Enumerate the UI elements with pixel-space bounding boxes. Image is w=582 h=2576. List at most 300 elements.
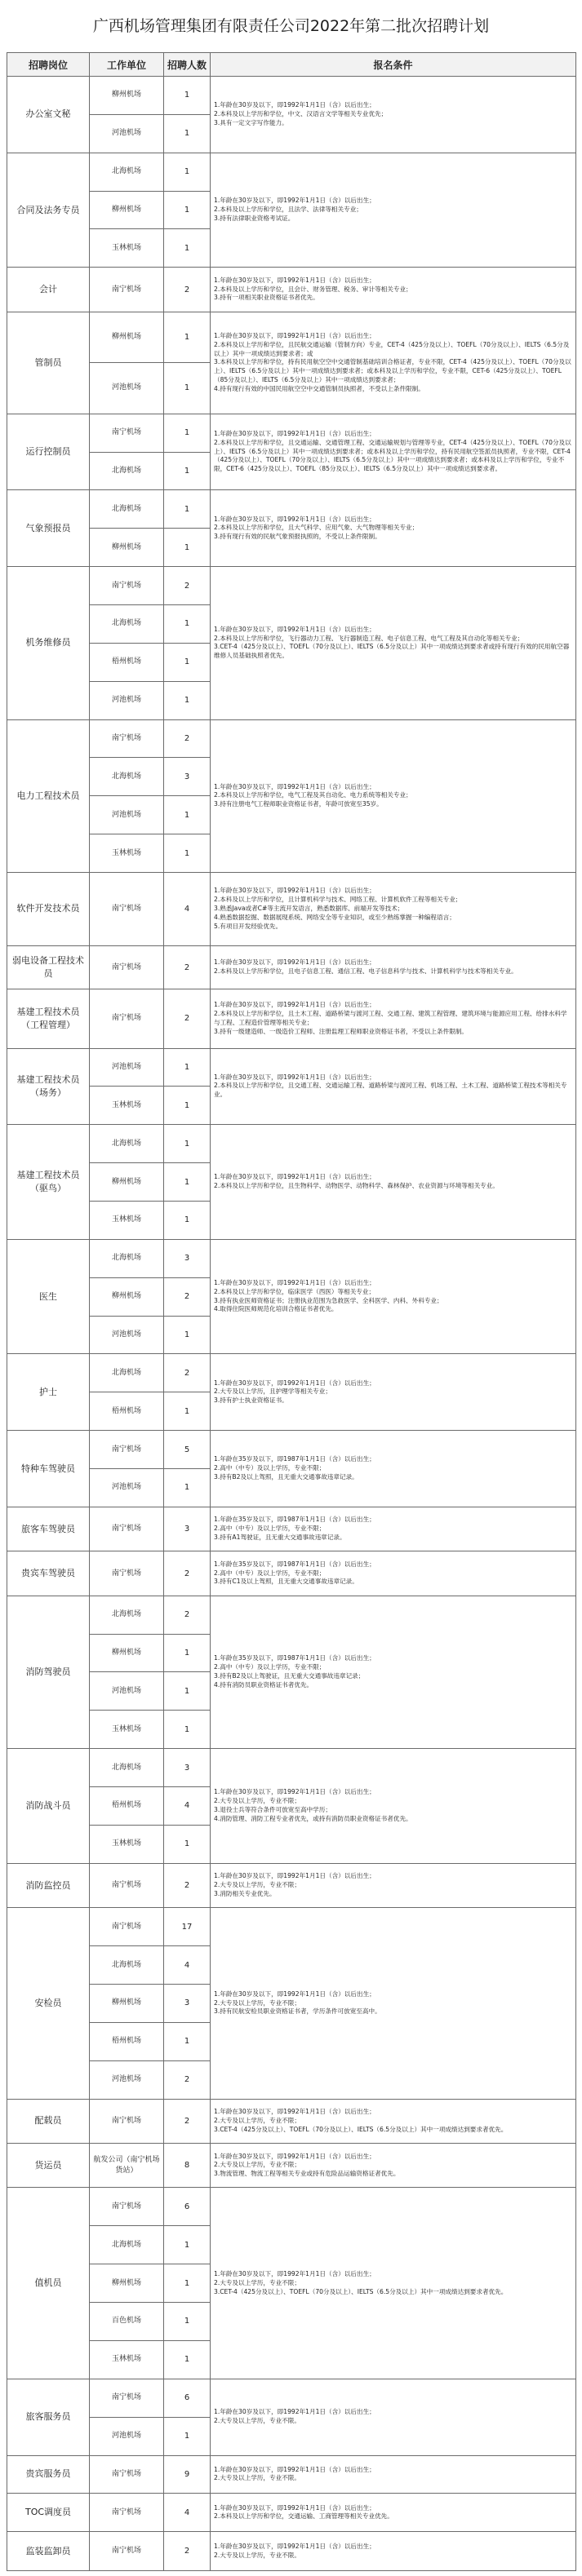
hire-count: 2 xyxy=(164,1596,211,1634)
requirement-line: 3.熟悉Java或者C#等主流开发语言，熟悉数据库、前端开发等技术； xyxy=(214,904,404,912)
work-unit: 北海机场 xyxy=(90,2226,164,2264)
hire-count: 1 xyxy=(164,1125,211,1163)
table-row xyxy=(7,268,576,312)
hire-count: 4 xyxy=(164,1787,211,1826)
work-unit: 南宁机场 xyxy=(90,2379,164,2417)
hire-count: 2 xyxy=(164,1354,211,1392)
requirement-line: 2.高中（中专）及以上学历，专业不限； xyxy=(214,1464,326,1472)
work-unit: 玉林机场 xyxy=(90,229,164,268)
table-row xyxy=(7,2099,576,2143)
work-unit: 玉林机场 xyxy=(90,1201,164,1239)
work-unit: 玉林机场 xyxy=(90,1711,164,1749)
requirement-line: 1.年龄在30岁及以下，即1992年1月1日（含）以后出生； xyxy=(214,1173,375,1181)
table-row xyxy=(7,1239,576,1277)
hire-count: 1 xyxy=(164,2264,211,2303)
requirement-line: 2.本科及以上学历和学位，且法学、法律等相关专业； xyxy=(214,206,362,214)
requirement-line: 2.本科及以上学历和学位，且大气科学、应用气象、大气物理等相关专业； xyxy=(214,524,419,532)
table-row xyxy=(7,2494,576,2532)
requirements-cell xyxy=(211,2144,576,2188)
hire-count: 1 xyxy=(164,2226,211,2264)
work-unit: 梧州机场 xyxy=(90,2022,164,2060)
work-unit: 南宁机场 xyxy=(90,567,164,605)
hire-count: 4 xyxy=(164,2494,211,2532)
requirement-line: 3.持有民航安检员职业资格证书者，学历条件可放宽至高中。 xyxy=(214,2007,381,2016)
hire-count: 1 xyxy=(164,1201,211,1239)
hire-count: 1 xyxy=(164,77,211,115)
hire-count: 2 xyxy=(164,2532,211,2571)
position-name: 办公室文秘 xyxy=(7,77,90,153)
hire-count: 1 xyxy=(164,1468,211,1507)
requirement-line: 2.大专及以上学历，专业不限； xyxy=(214,1881,300,1889)
hire-count: 1 xyxy=(164,1087,211,1125)
work-unit: 柳州机场 xyxy=(90,2264,164,2303)
table-row xyxy=(7,490,576,529)
work-unit: 梧州机场 xyxy=(90,1787,164,1826)
work-unit: 南宁机场 xyxy=(90,2494,164,2532)
requirement-line: 3.持有一项相关职业资格证书者优先。 xyxy=(214,294,319,302)
requirements-cell xyxy=(211,2188,576,2379)
hire-count: 1 xyxy=(164,643,211,681)
header-position: 招聘岗位 xyxy=(7,53,90,77)
work-unit: 南宁机场 xyxy=(90,945,164,989)
hire-count: 1 xyxy=(164,1316,211,1354)
table-row xyxy=(7,945,576,989)
hire-count: 1 xyxy=(164,1825,211,1863)
work-unit: 南宁机场 xyxy=(90,2532,164,2571)
work-unit: 河池机场 xyxy=(90,1468,164,1507)
position-name: 电力工程技术员 xyxy=(7,719,90,872)
requirement-line: 2.本科及以上学历和学位，且土木工程、道路桥梁与渡河工程、交通工程、建筑工程管理、建筑环境与能源应用工程、给排水科学与工程、工程造价管理等相关专业； xyxy=(214,1010,567,1026)
requirement-line: 2.大专及以上学历，专业不限。 xyxy=(214,2417,300,2425)
table-row xyxy=(7,1125,576,1163)
requirement-line: 1.年龄在30岁及以下，即1992年1月1日（含）以后出生； xyxy=(214,2503,375,2512)
work-unit: 南宁机场 xyxy=(90,268,164,312)
table-row xyxy=(7,2188,576,2226)
hire-count: 2 xyxy=(164,1277,211,1316)
page-title: 广西机场管理集团有限责任公司2022年第二批次招聘计划 xyxy=(92,17,490,35)
requirement-line: 1.年龄在30岁及以下，即1992年1月1日（含）以后出生； xyxy=(214,430,375,438)
requirements-cell xyxy=(211,873,576,946)
position-name: 合同及法务专员 xyxy=(7,153,90,268)
requirement-line: 4.取得住院医师规范化培训合格证书者优先。 xyxy=(214,1305,338,1313)
requirement-line: 1.年龄在30岁及以下，即1992年1月1日（含）以后出生； xyxy=(214,276,375,284)
requirements-cell xyxy=(211,989,576,1048)
work-unit: 玉林机场 xyxy=(90,1825,164,1863)
table-row xyxy=(7,312,576,362)
work-unit: 柳州机场 xyxy=(90,1634,164,1672)
requirement-line: 2.本科及以上学历和学位，且计算机科学与技术、网络工程、计算机软件工程等相关专业； xyxy=(214,896,462,904)
requirement-line: 1.年龄在30岁及以下，即1992年1月1日（含）以后出生； xyxy=(214,958,375,967)
table-row xyxy=(7,873,576,946)
requirements-cell xyxy=(211,414,576,490)
hire-count: 5 xyxy=(164,1431,211,1469)
requirement-line: 2.本科及以上学历和学位，且交通运输、交通管理工程、交通运输规划与管理等专业，CET-4（425分及以上）、TOEFL（70分及以上）、IELTS（6.5分及以上）其中一项成绩达到要求者；或本科及以上学历和学位，持有民用航空签派员执照者，专业不限，CET-4（425分及以上）、TOEFL（70分及以上）、IELTS（6.5分及以上）其中一项成绩达到要求者；或本科及以上学历和学位，专业不限，CET-6（425分及以上）、TOEFL（85分及以上）、IELTS（6.5分及以上）其中一项成绩达到要求者。 xyxy=(214,438,571,473)
requirement-line: 3.物流管理、物流工程等相关专业或持有危险品运输资格证者优先。 xyxy=(214,2170,400,2178)
work-unit: 玉林机场 xyxy=(90,834,164,873)
work-unit: 河池机场 xyxy=(90,114,164,153)
requirements-cell xyxy=(211,2494,576,2532)
work-unit: 柳州机场 xyxy=(90,1984,164,2022)
requirement-line: 1.年龄在30岁及以下，即1992年1月1日（含）以后出生； xyxy=(214,197,375,205)
table-row xyxy=(7,2144,576,2188)
work-unit: 北海机场 xyxy=(90,1749,164,1787)
hire-count: 9 xyxy=(164,2455,211,2494)
work-unit: 河池机场 xyxy=(90,363,164,414)
hire-count: 1 xyxy=(164,1392,211,1431)
requirement-line: 1.年龄在30岁及以下，即1992年1月1日（含）以后出生； xyxy=(214,2152,375,2160)
requirements-cell xyxy=(211,1863,576,1907)
requirements-cell xyxy=(211,1354,576,1431)
requirement-line: 2.本科及以上学历和学位，飞行器动力工程、飞行器制造工程、电子信息工程、电气工程及其自动化等相关专业； xyxy=(214,634,524,642)
requirement-line: 2.大专及以上学历，专业不限； xyxy=(214,2161,300,2169)
position-name: 管制员 xyxy=(7,312,90,414)
requirements-cell xyxy=(211,312,576,414)
work-unit: 柳州机场 xyxy=(90,312,164,362)
position-name: 机务维修员 xyxy=(7,567,90,719)
position-name: 贵宾服务员 xyxy=(7,2455,90,2494)
position-name: 消防战斗员 xyxy=(7,1749,90,1864)
requirements-cell xyxy=(211,567,576,719)
requirements-cell xyxy=(211,1239,576,1354)
requirements-cell xyxy=(211,77,576,153)
position-name: 消防监控员 xyxy=(7,1863,90,1907)
work-unit: 百色机场 xyxy=(90,2303,164,2341)
work-unit: 北海机场 xyxy=(90,1946,164,1985)
requirement-line: 1.年龄在30岁及以下，即1992年1月1日（含）以后出生； xyxy=(214,1073,375,1081)
requirement-line: 3.持有法律职业资格考试证。 xyxy=(214,214,295,222)
hire-count: 17 xyxy=(164,1908,211,1946)
hire-count: 1 xyxy=(164,490,211,529)
requirement-line: 1.年龄在30岁及以下，即1992年1月1日（含）以后出生； xyxy=(214,2408,375,2416)
requirement-line: 3.持有执业医师资格证书；注册执业范围为急救医学、全科医学、内科、外科专业； xyxy=(214,1296,443,1304)
requirement-line: 2.本科及以上学历和学位，且电子信息工程、通信工程、电子信息科学与技术、计算机科学与技术等相关专业。 xyxy=(214,967,518,976)
requirement-line: 1.年龄在35岁及以下，即1987年1月1日（含）以后出生； xyxy=(214,1516,375,1524)
hire-count: 8 xyxy=(164,2144,211,2188)
position-name: 特种车驾驶员 xyxy=(7,1431,90,1507)
requirement-line: 2.大专及以上学历，专业不限。 xyxy=(214,2474,300,2482)
requirement-line: 2.大专及以上学历，专业不限； xyxy=(214,2278,300,2286)
work-unit: 梧州机场 xyxy=(90,1392,164,1431)
requirement-line: 5.有项目开发经验优先。 xyxy=(214,922,282,930)
work-unit: 玉林机场 xyxy=(90,2340,164,2379)
table-row xyxy=(7,1431,576,1469)
requirement-line: 4.熟悉数据挖掘、数据展现系统、网络安全等专业知识，或至少熟练掌握一种编程语言； xyxy=(214,913,455,921)
requirement-line: 1.年龄在30岁及以下，即1992年1月1日（含）以后出生； xyxy=(214,1279,375,1287)
requirements-cell xyxy=(211,1596,576,1748)
work-unit: 南宁机场 xyxy=(90,873,164,946)
requirement-line: 1.年龄在30岁及以下，即1992年1月1日（含）以后出生； xyxy=(214,887,375,895)
position-name: 消防驾驶员 xyxy=(7,1596,90,1748)
work-unit: 河池机场 xyxy=(90,1048,164,1087)
hire-count: 3 xyxy=(164,1239,211,1277)
hire-count: 1 xyxy=(164,452,211,490)
work-unit: 柳州机场 xyxy=(90,191,164,229)
header-unit: 工作单位 xyxy=(90,53,164,77)
hire-count: 1 xyxy=(164,2022,211,2060)
requirement-line: 3.持有一级建造师、一级造价工程师、注册监理工程师职业资格证书者，不受以上条件限制。 xyxy=(214,1027,468,1035)
requirements-cell xyxy=(211,1507,576,1551)
work-unit: 南宁机场 xyxy=(90,2455,164,2494)
table-row xyxy=(7,1596,576,1634)
hire-count: 3 xyxy=(164,1507,211,1551)
requirement-line: 2.本科及以上学历和学位，且民航交通运输（管制方向）专业，CET-4（425分及以上）、TOEFL（70分及以上）、IELTS（6.5分及以上）其中一项成绩达到要求者；或 xyxy=(214,340,570,357)
work-unit: 北海机场 xyxy=(90,490,164,529)
table-row xyxy=(7,1551,576,1596)
requirement-line: 3.持有B2及以上驾驶证，且无重大交通事故违章记录； xyxy=(214,1671,365,1680)
position-name: 运行控制员 xyxy=(7,414,90,490)
hire-count: 1 xyxy=(164,1634,211,1672)
requirement-line: 3.持有现行有效的民航气象预报执照的，不受以上条件限制。 xyxy=(214,533,381,541)
table-row xyxy=(7,2532,576,2571)
requirement-line: 3.退役士兵等符合条件可放宽至高中学历； xyxy=(214,1805,331,1813)
hire-count: 1 xyxy=(164,153,211,191)
work-unit: 北海机场 xyxy=(90,758,164,796)
work-unit: 河池机场 xyxy=(90,2060,164,2099)
hire-count: 1 xyxy=(164,1048,211,1087)
position-name: 弱电设备工程技术员 xyxy=(7,945,90,989)
requirement-line: 2.大专及以上学历，且护理学等相关专业； xyxy=(214,1388,331,1396)
work-unit: 柳州机场 xyxy=(90,1163,164,1202)
requirement-line: 1.年龄在30岁及以下，即1992年1月1日（含）以后出生； xyxy=(214,1788,375,1796)
work-unit: 南宁机场 xyxy=(90,1431,164,1469)
position-name: 气象预报员 xyxy=(7,490,90,567)
work-unit: 北海机场 xyxy=(90,1354,164,1392)
work-unit: 航发公司（南宁机场货站） xyxy=(90,2144,164,2188)
work-unit: 北海机场 xyxy=(90,1125,164,1163)
requirements-cell xyxy=(211,2379,576,2455)
requirements-cell xyxy=(211,945,576,989)
table-header-row xyxy=(7,53,576,77)
requirement-line: 2.本科及以上学历和学位，临床医学（西医）等相关专业； xyxy=(214,1287,375,1295)
requirement-line: 1.年龄在30岁及以下，即1992年1月1日（含）以后出生； xyxy=(214,782,375,790)
hire-count: 3 xyxy=(164,1984,211,2022)
work-unit: 南宁机场 xyxy=(90,719,164,758)
requirement-line: 4.消防管理、消防工程专业者优先，或持有消防员职业资格证书者优先。 xyxy=(214,1814,412,1822)
position-name: TOC调度员 xyxy=(7,2494,90,2532)
hire-count: 2 xyxy=(164,1863,211,1907)
position-name: 贵宾车驾驶员 xyxy=(7,1551,90,1596)
position-name: 会计 xyxy=(7,268,90,312)
work-unit: 柳州机场 xyxy=(90,1277,164,1316)
requirement-line: 1.年龄在35岁及以下，即1987年1月1日（含）以后出生； xyxy=(214,1654,375,1662)
requirement-line: 4.持有现行有效的中国民用航空空中交通管制员执照者，不受以上条件限制。 xyxy=(214,384,424,392)
requirements-cell xyxy=(211,2455,576,2494)
table-row xyxy=(7,2455,576,2494)
position-name: 医生 xyxy=(7,1239,90,1354)
work-unit: 南宁机场 xyxy=(90,989,164,1048)
requirement-line: 2.本科及以上学历和学位，且生物科学、动物医学、动物科学、森林保护、农业资源与环境等相关专业。 xyxy=(214,1182,499,1190)
requirements-cell xyxy=(211,1551,576,1596)
table-body xyxy=(7,77,576,2571)
hire-count: 1 xyxy=(164,363,211,414)
hire-count: 2 xyxy=(164,719,211,758)
requirement-line: 2.本科及以上学历和学位，交通运输、工商管理等相关专业优先。 xyxy=(214,2512,393,2521)
requirement-line: 1.年龄在30岁及以下，即1992年1月1日（含）以后出生； xyxy=(214,2542,375,2550)
requirement-line: 3.持有护士执业资格证书。 xyxy=(214,1396,288,1405)
work-unit: 北海机场 xyxy=(90,452,164,490)
requirement-line: 2.高中（中专）及以上学历，专业不限； xyxy=(214,1569,326,1577)
work-unit: 北海机场 xyxy=(90,605,164,644)
requirement-line: 1.年龄在35岁及以下，即1987年1月1日（含）以后出生； xyxy=(214,1560,375,1568)
table-row xyxy=(7,153,576,191)
header-count: 招聘人数 xyxy=(164,53,211,77)
work-unit: 南宁机场 xyxy=(90,1863,164,1907)
hire-count: 2 xyxy=(164,1551,211,1596)
hire-count: 1 xyxy=(164,114,211,153)
work-unit: 梧州机场 xyxy=(90,643,164,681)
requirement-line: 2.本科及以上学历和学位，中文、汉语言文学等相关专业优先； xyxy=(214,109,388,117)
hire-count: 1 xyxy=(164,2303,211,2341)
table-row xyxy=(7,1507,576,1551)
work-unit: 河池机场 xyxy=(90,1672,164,1711)
work-unit: 南宁机场 xyxy=(90,2099,164,2143)
requirements-cell xyxy=(211,1125,576,1240)
requirements-cell xyxy=(211,1048,576,1125)
hire-count: 1 xyxy=(164,796,211,834)
requirement-line: 2.大专及以上学历，专业不限； xyxy=(214,1998,300,2007)
hire-count: 6 xyxy=(164,2188,211,2226)
hire-count: 1 xyxy=(164,834,211,873)
work-unit: 南宁机场 xyxy=(90,1551,164,1596)
requirements-cell xyxy=(211,2532,576,2571)
requirements-cell xyxy=(211,153,576,268)
hire-count: 2 xyxy=(164,2060,211,2099)
hire-count: 2 xyxy=(164,989,211,1048)
requirement-line: 1.年龄在30岁及以下，即1992年1月1日（含）以后出生； xyxy=(214,1001,375,1009)
work-unit: 南宁机场 xyxy=(90,2188,164,2226)
requirement-line: 1.年龄在30岁及以下，即1992年1月1日（含）以后出生； xyxy=(214,101,375,109)
requirements-cell xyxy=(211,1431,576,1507)
hire-count: 2 xyxy=(164,268,211,312)
requirement-line: 1.年龄在30岁及以下，即1992年1月1日（含）以后出生； xyxy=(214,2108,375,2116)
requirement-line: 3.具有一定文字写作能力。 xyxy=(214,118,288,126)
requirement-line: 2.本科及以上学历和学位，且会计、财务管理、税务、审计等相关专业； xyxy=(214,285,412,293)
work-unit: 河池机场 xyxy=(90,1316,164,1354)
table-row xyxy=(7,1863,576,1907)
hire-count: 2 xyxy=(164,567,211,605)
requirement-line: 3.消防相关专业优先。 xyxy=(214,1889,276,1897)
hire-count: 1 xyxy=(164,414,211,452)
hire-count: 1 xyxy=(164,1672,211,1711)
requirements-cell xyxy=(211,1749,576,1864)
position-name: 基建工程技术员（驱鸟） xyxy=(7,1125,90,1240)
requirement-line: 2.大专及以上学历，专业不限； xyxy=(214,2116,300,2124)
requirements-cell xyxy=(211,2099,576,2143)
position-name: 货运员 xyxy=(7,2144,90,2188)
position-name: 软件开发技术员 xyxy=(7,873,90,946)
position-name: 监装监卸员 xyxy=(7,2532,90,2571)
requirement-line: 1.年龄在30岁及以下，即1992年1月1日（含）以后出生； xyxy=(214,2465,375,2473)
position-name: 配载员 xyxy=(7,2099,90,2143)
requirement-line: 1.年龄在30岁及以下，即1992年1月1日（含）以后出生； xyxy=(214,332,375,339)
table-row xyxy=(7,77,576,115)
table-row xyxy=(7,719,576,758)
work-unit: 柳州机场 xyxy=(90,77,164,115)
position-name: 基建工程技术员（场务） xyxy=(7,1048,90,1125)
hire-count: 6 xyxy=(164,2379,211,2417)
work-unit: 北海机场 xyxy=(90,1596,164,1634)
table-row xyxy=(7,2379,576,2417)
requirements-cell xyxy=(211,1908,576,2099)
position-name: 基建工程技术员（工程管理） xyxy=(7,989,90,1048)
requirements-cell xyxy=(211,268,576,312)
requirement-line: 2.本科及以上学历和学位，且交通工程、交通运输工程、道路桥梁与渡河工程、机场工程、土木工程、道路桥梁工程技术等相关专业。 xyxy=(214,1082,567,1099)
table-row xyxy=(7,1048,576,1087)
table-row xyxy=(7,1354,576,1392)
requirement-line: 3.CET-4（425分及以上）、TOEFL（70分及以上）、IELTS（6.5分及以上）其中一项成绩达到要求者优先。 xyxy=(214,2287,508,2295)
requirement-line: 1.年龄在30岁及以下，即1992年1月1日（含）以后出生； xyxy=(214,1379,375,1387)
requirement-line: 1.年龄在35岁及以下，即1987年1月1日（含）以后出生； xyxy=(214,1455,375,1463)
requirement-line: 3.CET-4（425分及以上）、TOEFL（70分及以上）、IELTS（6.5分及以上）其中一项成绩达到要求者优先。 xyxy=(214,2125,508,2133)
work-unit: 柳州机场 xyxy=(90,529,164,567)
requirement-line: 3.持有C1及以上驾照，且无重大交通事故违章记录。 xyxy=(214,1578,358,1586)
hire-count: 1 xyxy=(164,681,211,719)
requirement-line: 1.年龄在30岁及以下，即1992年1月1日（含）以后出生； xyxy=(214,2269,375,2277)
requirements-cell xyxy=(211,719,576,872)
hire-count: 1 xyxy=(164,1711,211,1749)
requirement-line: 2.大专及以上学历，专业不限； xyxy=(214,1797,300,1805)
hire-count: 2 xyxy=(164,2099,211,2143)
position-name: 值机员 xyxy=(7,2188,90,2379)
work-unit: 北海机场 xyxy=(90,153,164,191)
position-name: 旅客车驾驶员 xyxy=(7,1507,90,1551)
table-row xyxy=(7,989,576,1048)
requirement-line: 3.CET-4（425分及以上）、TOEFL（70分及以上）、IELTS（6.5分及以上）其中一项成绩达到要求者或持有现行有效的民用航空器维修人员基础执照者优先。 xyxy=(214,643,570,660)
hire-count: 1 xyxy=(164,529,211,567)
table-row xyxy=(7,1908,576,1946)
position-name: 旅客服务员 xyxy=(7,2379,90,2455)
requirement-line: 1.年龄在30岁及以下，即1992年1月1日（含）以后出生； xyxy=(214,1990,375,1998)
hire-count: 4 xyxy=(164,1946,211,1985)
work-unit: 南宁机场 xyxy=(90,414,164,452)
requirement-line: 1.年龄在30岁及以下，即1992年1月1日（含）以后出生； xyxy=(214,625,375,633)
recruitment-table xyxy=(7,52,576,2571)
table-row xyxy=(7,1749,576,1787)
requirement-line: 2.本科及以上学历和学位，电气工程及其自动化、电力系统等相关专业； xyxy=(214,791,412,799)
hire-count: 1 xyxy=(164,605,211,644)
hire-count: 1 xyxy=(164,229,211,268)
work-unit: 河池机场 xyxy=(90,796,164,834)
hire-count: 1 xyxy=(164,191,211,229)
work-unit: 河池机场 xyxy=(90,2417,164,2455)
requirement-line: 2.高中（中专）及以上学历，专业不限； xyxy=(214,1663,326,1671)
work-unit: 北海机场 xyxy=(90,1239,164,1277)
hire-count: 1 xyxy=(164,2417,211,2455)
requirement-line: 2.高中（中专）及以上学历，专业不限； xyxy=(214,1525,326,1533)
requirement-line: 1.年龄在30岁及以下，即1992年1月1日（含）以后出生； xyxy=(214,1872,375,1880)
requirements-cell xyxy=(211,490,576,567)
requirement-line: 3.持有注册电气工程师职业资格证书者，年龄可放宽至35岁。 xyxy=(214,800,383,808)
work-unit: 南宁机场 xyxy=(90,1908,164,1946)
hire-count: 4 xyxy=(164,873,211,946)
requirement-line: 2.大专及以上学历，专业不限。 xyxy=(214,2551,300,2559)
requirement-line: 4.持有消防员职业资格证书者优先。 xyxy=(214,1680,313,1689)
requirement-line: 3.持有B2及以上驾照，且无重大交通事故违章记录。 xyxy=(214,1472,358,1481)
table-row xyxy=(7,567,576,605)
position-name: 安检员 xyxy=(7,1908,90,2099)
position-name: 护士 xyxy=(7,1354,90,1431)
hire-count: 1 xyxy=(164,312,211,362)
requirement-line: 1.年龄在30岁及以下，即1992年1月1日（含）以后出生； xyxy=(214,515,375,523)
header-conditions: 报名条件 xyxy=(211,53,576,77)
work-unit: 玉林机场 xyxy=(90,1087,164,1125)
hire-count: 2 xyxy=(164,945,211,989)
table-row xyxy=(7,414,576,452)
work-unit: 河池机场 xyxy=(90,681,164,719)
hire-count: 1 xyxy=(164,1163,211,1202)
requirement-line: 3.持有A1驾驶证，且无重大交通事故违章记录。 xyxy=(214,1533,346,1541)
hire-count: 1 xyxy=(164,2340,211,2379)
